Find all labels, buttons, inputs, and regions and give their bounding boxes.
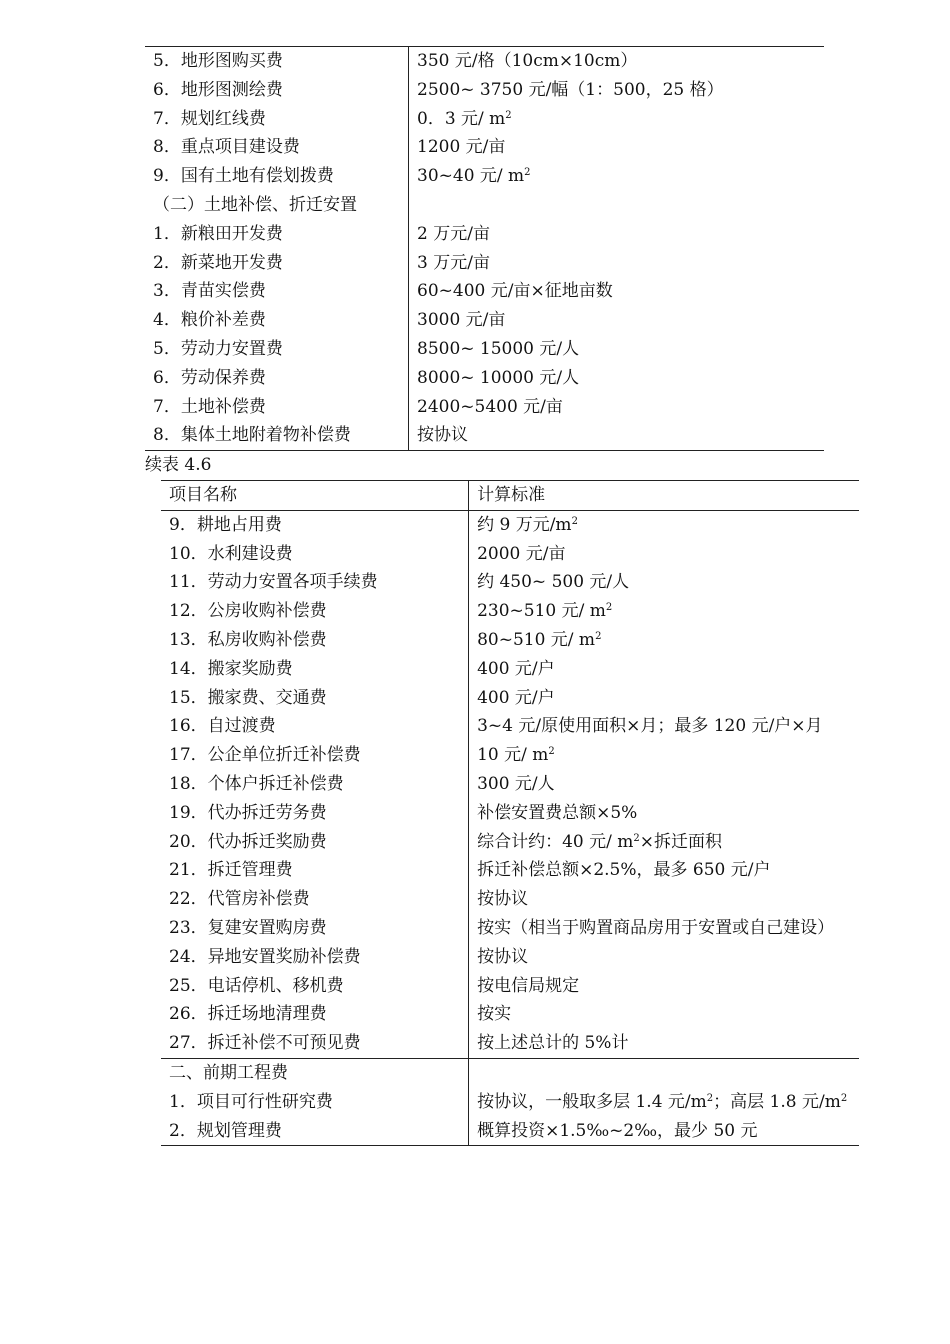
table-row [161, 626, 859, 655]
item-name: 21．拆迁管理费 [169, 860, 293, 881]
value-text: 2000 元/亩 [477, 543, 566, 564]
value-text: 350 元/格（10cm×10cm） [417, 51, 638, 71]
item-value [469, 885, 859, 914]
item-name: 7．土地补偿费 [153, 396, 266, 417]
item-value [409, 133, 825, 162]
table-row [145, 277, 824, 306]
table-row [161, 1029, 859, 1058]
table-row [161, 741, 859, 770]
table-row [145, 162, 824, 191]
superscript: 2 [505, 109, 512, 121]
value-text: 8500~ 15000 元/人 [417, 338, 580, 359]
value-text: 300 元/人 [477, 773, 555, 794]
table-header-row [161, 481, 859, 511]
table-row [145, 335, 824, 364]
value-text-after: ×拆迁面积 [639, 831, 722, 852]
item-value [409, 306, 825, 335]
table-row [161, 1000, 859, 1029]
item-name: 8．重点项目建设费 [153, 137, 300, 158]
value-text: 补偿安置费总额×5% [477, 802, 638, 823]
table-row [161, 1088, 859, 1117]
item-value [409, 335, 825, 364]
item-name: 25．电话停机、移机费 [169, 975, 344, 996]
item-value [409, 105, 825, 134]
value-text: 2 万元/亩 [417, 223, 490, 244]
item-value [469, 770, 859, 799]
value-text: 30~40 元/ m [417, 166, 525, 187]
item-value [469, 597, 859, 626]
item-name: 26．拆迁场地清理费 [169, 1004, 327, 1025]
value-text: 按上述总计的 5%计 [477, 1033, 629, 1054]
value-text: 按协议 [477, 946, 529, 967]
table-row [145, 421, 824, 450]
item-value [469, 972, 859, 1001]
item-value [469, 828, 859, 857]
item-name: 16．自过渡费 [169, 716, 276, 737]
item-value [469, 1117, 859, 1146]
item-name: 2．新菜地开发费 [153, 252, 283, 273]
table-row [145, 76, 824, 105]
item-name: 5．劳动力安置费 [153, 338, 283, 359]
item-value [469, 655, 859, 684]
table-row [161, 1058, 859, 1087]
item-name: 9．国有土地有偿划拨费 [153, 166, 334, 187]
item-name: 18．个体户拆迁补偿费 [169, 773, 344, 794]
item-value [409, 191, 825, 220]
value-text: 3 万元/亩 [417, 252, 490, 273]
item-name: 2．规划管理费 [169, 1120, 282, 1141]
table-row [161, 885, 859, 914]
item-name: 9．耕地占用费 [161, 510, 469, 539]
value-text: 约 9 万元/m [477, 514, 572, 535]
item-value [469, 914, 859, 943]
item-value [409, 249, 825, 278]
item-value [469, 741, 859, 770]
fee-table-continued-top [145, 46, 824, 451]
item-value [409, 47, 825, 76]
item-value [469, 540, 859, 569]
superscript: 2 [605, 602, 613, 614]
table-row [145, 306, 824, 335]
value-text: 按实 [477, 1004, 512, 1025]
table-row [161, 712, 859, 741]
item-name: 20．代办拆迁奖励费 [169, 831, 327, 852]
item-value [469, 943, 859, 972]
table-row [161, 828, 859, 857]
table-row [145, 393, 824, 422]
fee-table-4-6-continued [161, 480, 859, 1146]
item-value [409, 162, 825, 191]
superscript: 2 [840, 1092, 848, 1104]
item-name: 1．新粮田开发费 [153, 223, 283, 244]
value-text: 60~400 元/亩×征地亩数 [417, 281, 613, 302]
table-row [161, 972, 859, 1001]
item-name: 12．公房收购补偿费 [169, 601, 327, 622]
item-name: 6．地形图测绘费 [153, 79, 283, 100]
item-name: 10．水利建设费 [169, 543, 293, 564]
item-value [469, 799, 859, 828]
value-text: 3000 元/亩 [417, 310, 506, 331]
item-name: 8．集体土地附着物补偿费 [153, 425, 351, 446]
item-name: 二、前期工程费 [161, 1058, 469, 1087]
value-text: 8000~ 10000 元/人 [417, 367, 580, 388]
value-text: 80~510 元/ m [477, 629, 596, 650]
value-text: 按实（相当于购置商品房用于安置或自己建设） [477, 917, 835, 938]
table-row [145, 220, 824, 249]
item-value [469, 856, 859, 885]
item-name: 17．公企单位折迁补偿费 [169, 745, 361, 766]
value-text: 按电信局规定 [477, 975, 580, 996]
superscript: 2 [524, 167, 531, 179]
value-text-after: ；高层 1.8 元/m [713, 1091, 841, 1112]
item-value [409, 277, 825, 306]
item-name: 24．异地安置奖励补偿费 [169, 946, 361, 967]
value-text: 0．3 元/ m [417, 108, 506, 129]
value-text: 230~510 元/ m [477, 601, 606, 622]
item-value [409, 421, 825, 450]
value-text: 按协议 [417, 425, 468, 446]
table-row [161, 943, 859, 972]
value-text: 拆迁补偿总额×2.5%，最多 650 元/户 [477, 860, 771, 881]
value-text: 1200 元/亩 [417, 137, 506, 158]
superscript: 2 [633, 832, 640, 844]
table-row [145, 133, 824, 162]
item-value [469, 1000, 859, 1029]
item-value [469, 1088, 859, 1117]
table-row [161, 510, 859, 539]
value-text: 概算投资×1.5‰~2‰，最少 50 元 [477, 1120, 758, 1141]
item-name: 7．规划红线费 [153, 108, 266, 129]
table-row [161, 770, 859, 799]
item-name: 23．复建安置购房费 [169, 917, 327, 938]
item-name: 3．青苗实偿费 [153, 281, 266, 302]
table-row [161, 799, 859, 828]
value-text: 10 元/ m [477, 745, 549, 766]
table-row [161, 914, 859, 943]
header-item-name: 项目名称 [169, 485, 237, 505]
header-calc-standard: 计算标准 [469, 481, 859, 511]
item-name: 11．劳动力安置各项手续费 [169, 572, 378, 593]
table-caption: 续表 4.6 [145, 455, 212, 475]
value-text: 综合计约：40 元/ m [477, 831, 634, 852]
superscript: 2 [706, 1092, 714, 1104]
superscript: 2 [571, 515, 578, 527]
table-row [145, 249, 824, 278]
item-value [409, 364, 825, 393]
table-row [161, 597, 859, 626]
value-text: 按协议，一般取多层 1.4 元/m [477, 1091, 707, 1112]
table-row [161, 856, 859, 885]
item-value [469, 568, 859, 597]
value-text: 400 元/户 [477, 658, 555, 679]
item-name: 27．拆迁补偿不可预见费 [169, 1033, 361, 1054]
item-name: 13．私房收购补偿费 [169, 629, 327, 650]
value-text: 3~4 元/原使用面积×月；最多 120 元/户×月 [477, 716, 823, 737]
item-value [409, 76, 825, 105]
item-value [469, 510, 859, 539]
item-value [409, 393, 825, 422]
item-name: （二）土地补偿、折迁安置 [153, 194, 357, 215]
table-row [145, 47, 824, 76]
value-text: 按协议 [477, 889, 529, 910]
value-text: 约 450~ 500 元/人 [477, 572, 630, 593]
table-row [145, 105, 824, 134]
table-row [161, 568, 859, 597]
item-value [469, 1029, 859, 1058]
value-text: 2400~5400 元/亩 [417, 396, 563, 417]
item-name: 19．代办拆迁劳务费 [169, 802, 327, 823]
item-value [469, 712, 859, 741]
item-name: 6．劳动保养费 [153, 367, 266, 388]
item-value [469, 1058, 859, 1087]
table-row [161, 684, 859, 713]
item-name: 22．代管房补偿费 [169, 889, 310, 910]
table-row [145, 191, 824, 220]
item-value [469, 626, 859, 655]
table-row [145, 364, 824, 393]
table-row [161, 540, 859, 569]
item-name: 5．地形图购买费 [153, 51, 283, 71]
value-text: 2500~ 3750 元/幅（1：500，25 格） [417, 79, 724, 100]
item-name: 14．搬家奖励费 [169, 658, 293, 679]
item-value [409, 220, 825, 249]
superscript: 2 [548, 746, 555, 758]
item-name: 1．项目可行性研究费 [169, 1091, 333, 1112]
table-row [161, 655, 859, 684]
superscript: 2 [595, 630, 602, 642]
item-value [469, 684, 859, 713]
item-name: 15．搬家费、交通费 [169, 687, 327, 708]
value-text: 400 元/户 [477, 687, 555, 708]
item-name: 4．粮价补差费 [153, 310, 266, 331]
table-row [161, 1117, 859, 1146]
